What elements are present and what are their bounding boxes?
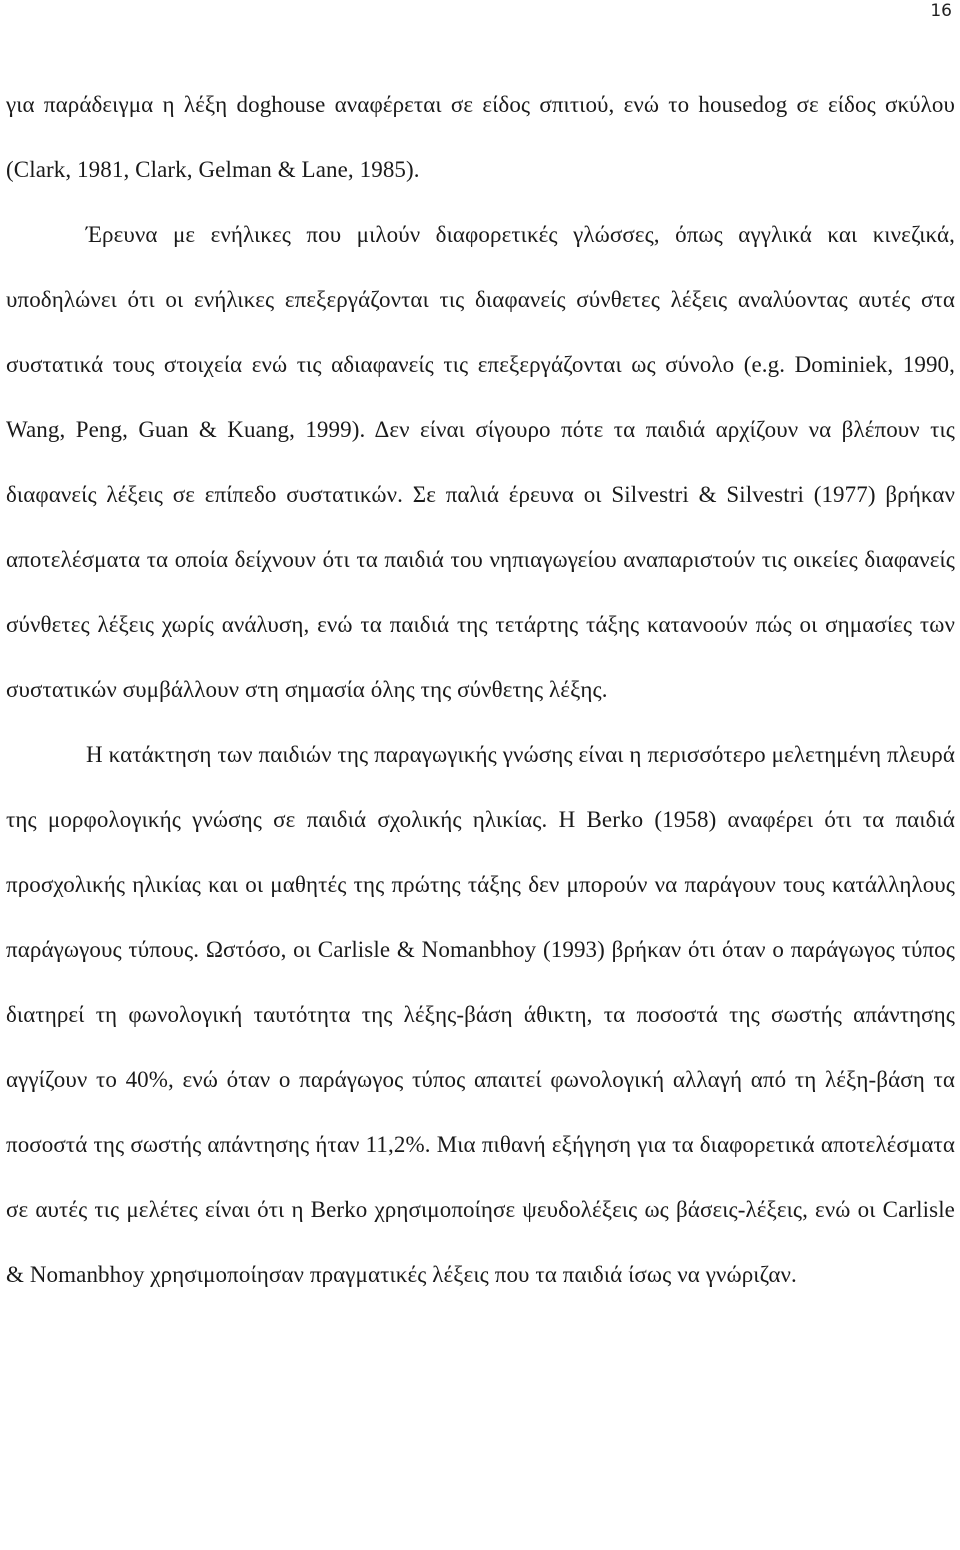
page-number: 16: [930, 1, 952, 21]
paragraph-adult-research: Έρευνα με ενήλικες που μιλούν διαφορετικές γλώσσες, όπως αγγλικά και κινεζικά, υποδηλώνει ότι οι ενήλικες επεξεργάζονται τις διαφανείς σύνθετες λέξεις αναλύοντας αυτές στα συστατικά τους στοιχεία ενώ τις αδιαφανείς τις επεξεργάζονται ως σύνολο (e.g. Dominiek, 1990, Wang, Peng, Guan & Kuang, 1999). Δεν είναι σίγουρο πότε τα παιδιά αρχίζουν να βλέπουν τις διαφανείς λέξεις σε επίπεδο συστατικών. Σε παλιά έρευνα οι Silvestri & Silvestri (1977) βρήκαν αποτελέσματα τα οποία δείχνουν ότι τα παιδιά του νηπιαγωγείου αναπαριστούν τις οικείες διαφανείς σύνθετες λέξεις χωρίς ανάλυση, ενώ τα παιδιά της τετάρτης τάξης κατανοούν πώς οι σημασίες των συστατικών συμβάλλουν στη σημασία όλης της σύνθετης λέξης.: [6, 222, 955, 702]
paragraph-productive-knowledge: Η κατάκτηση των παιδιών της παραγωγικής γνώσης είναι η περισσότερο μελετημένη πλευρά της μορφολογικής γνώσης σε παιδιά σχολικής ηλικίας. Η Berko (1958) αναφέρει ότι τα παιδιά προσχολικής ηλικίας και οι μαθητές της πρώτης τάξης δεν μπορούν να παράγουν τους κατάλληλους παράγωγους τύπους. Ωστόσο, οι Carlisle & Nomanbhoy (1993) βρήκαν ότι όταν ο παράγωγος τύπος διατηρεί τη φωνολογική ταυτότητα της λέξης-βάση άθικτη, τα ποσοστά της σωστής απάντησης αγγίζουν το 40%, ενώ όταν ο παράγωγος τύπος απαιτεί φωνολογική αλλαγή από τη λέξη-βάση τα ποσοστά της σωστής απάντησης ήταν 11,2%. Μια πιθανή εξήγηση για τα διαφορετικά αποτελέσματα σε αυτές τις μελέτες είναι ότι η Berko χρησιμοποίησε ψευδολέξεις ως βάσεις-λέξεις, ενώ οι Carlisle & Nomanbhoy χρησιμοποίησαν πραγματικές λέξεις που τα παιδιά ίσως να γνώριζαν.: [6, 742, 955, 1287]
paragraph-continuation: για παράδειγμα η λέξη doghouse αναφέρεται σε είδος σπιτιού, ενώ το housedog σε είδος σκύλου (Clark, 1981, Clark, Gelman & Lane, 1985).: [6, 92, 955, 182]
document-body: [6, 72, 955, 1307]
